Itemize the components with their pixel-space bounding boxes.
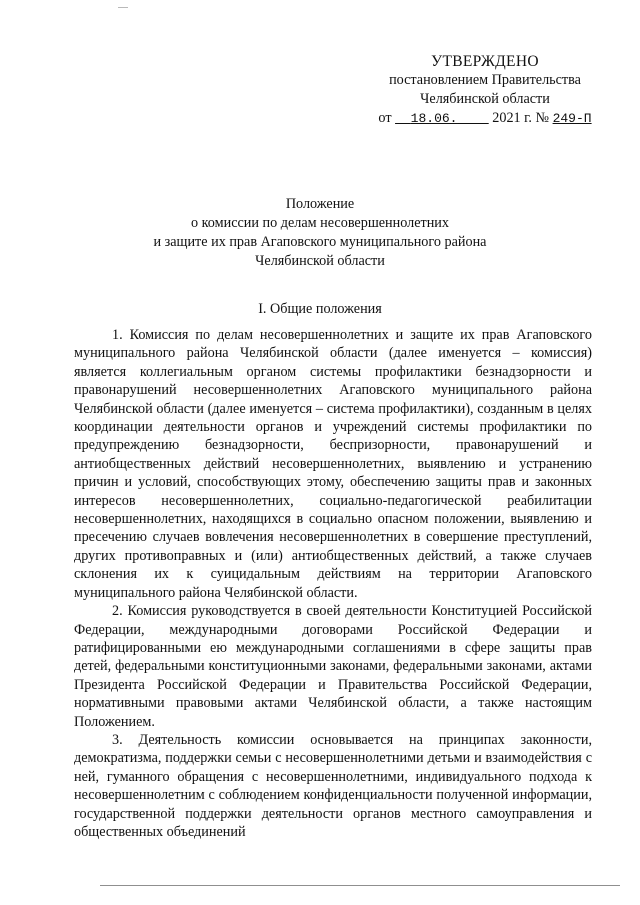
paragraph-2: 2. Комиссия руководствуется в своей деятельности Конституцией Российской Федерации, международными договорами Российской Федерации и ратифицированными ею международными соглашениями в сфере защиты прав детей, федеральными конституционными законами, федеральными законами, актами Президента Российской Федерации и Правительства Российской Федерации, нормативными правовыми актами Челябинской области, а также настоящим Положением. bbox=[74, 603, 592, 730]
section-heading: I. Общие положения bbox=[258, 301, 382, 317]
approval-date-line bbox=[360, 109, 610, 128]
year-text: 2021 г. № bbox=[492, 110, 550, 126]
approval-line-2: Челябинской области bbox=[420, 91, 550, 107]
title-line-3: и защите их прав Агаповского муниципального района bbox=[153, 234, 487, 250]
date-prefix: от bbox=[378, 110, 392, 126]
approval-heading: УТВЕРЖДЕНО bbox=[431, 53, 539, 70]
title-line-1: Положение bbox=[285, 196, 355, 212]
scan-artifact bbox=[118, 7, 128, 8]
title-line-4: Челябинской области bbox=[255, 253, 385, 269]
paragraph-3: 3. Деятельность комиссии основывается на принципах законности, демократизма, поддержки семьи с несовершеннолетними детьми и взаимодействия с ней, гуманного обращения с несовершеннолетними, индивидуального подхода к несовершеннолетним с соблюдением конфиденциальности полученной информации, государственной поддержки деятельности органов местного самоуправления и общественных объединений bbox=[74, 731, 592, 840]
paragraph-1: 1. Комиссия по делам несовершеннолетних и защите их прав Агаповского муниципального района Челябинской области (далее именуется – комиссия) является коллегиальным органом системы профилактики безнадзорности и правонарушений несовершеннолетних Агаповского муниципального района Челябинской области (далее именуется – система профилактики), созданным в целях координации деятельности органов и учреждений системы профилактики по предупреждению безнадзорности, беспризорности, правонарушений и антиобщественных действий несовершеннолетних, выявлению и устранению причин и условий, способствующих этому, обеспечению защиты прав и законных интересов несовершеннолетних, социально-педагогической реабилитации несовершеннолетних, находящихся в социально опасном положении, выявлению и пресечению случаев вовлечения несовершеннолетних в совершение преступлений, других противоправных и (или) антиобщественных действий, а также случаев склонения их к суицидальным действиям на территории Агаповского муниципального района Челябинской области. bbox=[74, 327, 592, 601]
approval-number: 249-П bbox=[552, 111, 592, 126]
document-title bbox=[0, 195, 640, 271]
approval-date: 18.06. bbox=[410, 111, 458, 126]
document-body bbox=[74, 326, 592, 841]
approval-line-1: постановлением Правительства bbox=[389, 72, 581, 88]
footer-rule bbox=[100, 885, 620, 886]
title-line-2: о комиссии по делам несовершеннолетних bbox=[191, 215, 449, 231]
approval-stamp bbox=[360, 52, 610, 128]
